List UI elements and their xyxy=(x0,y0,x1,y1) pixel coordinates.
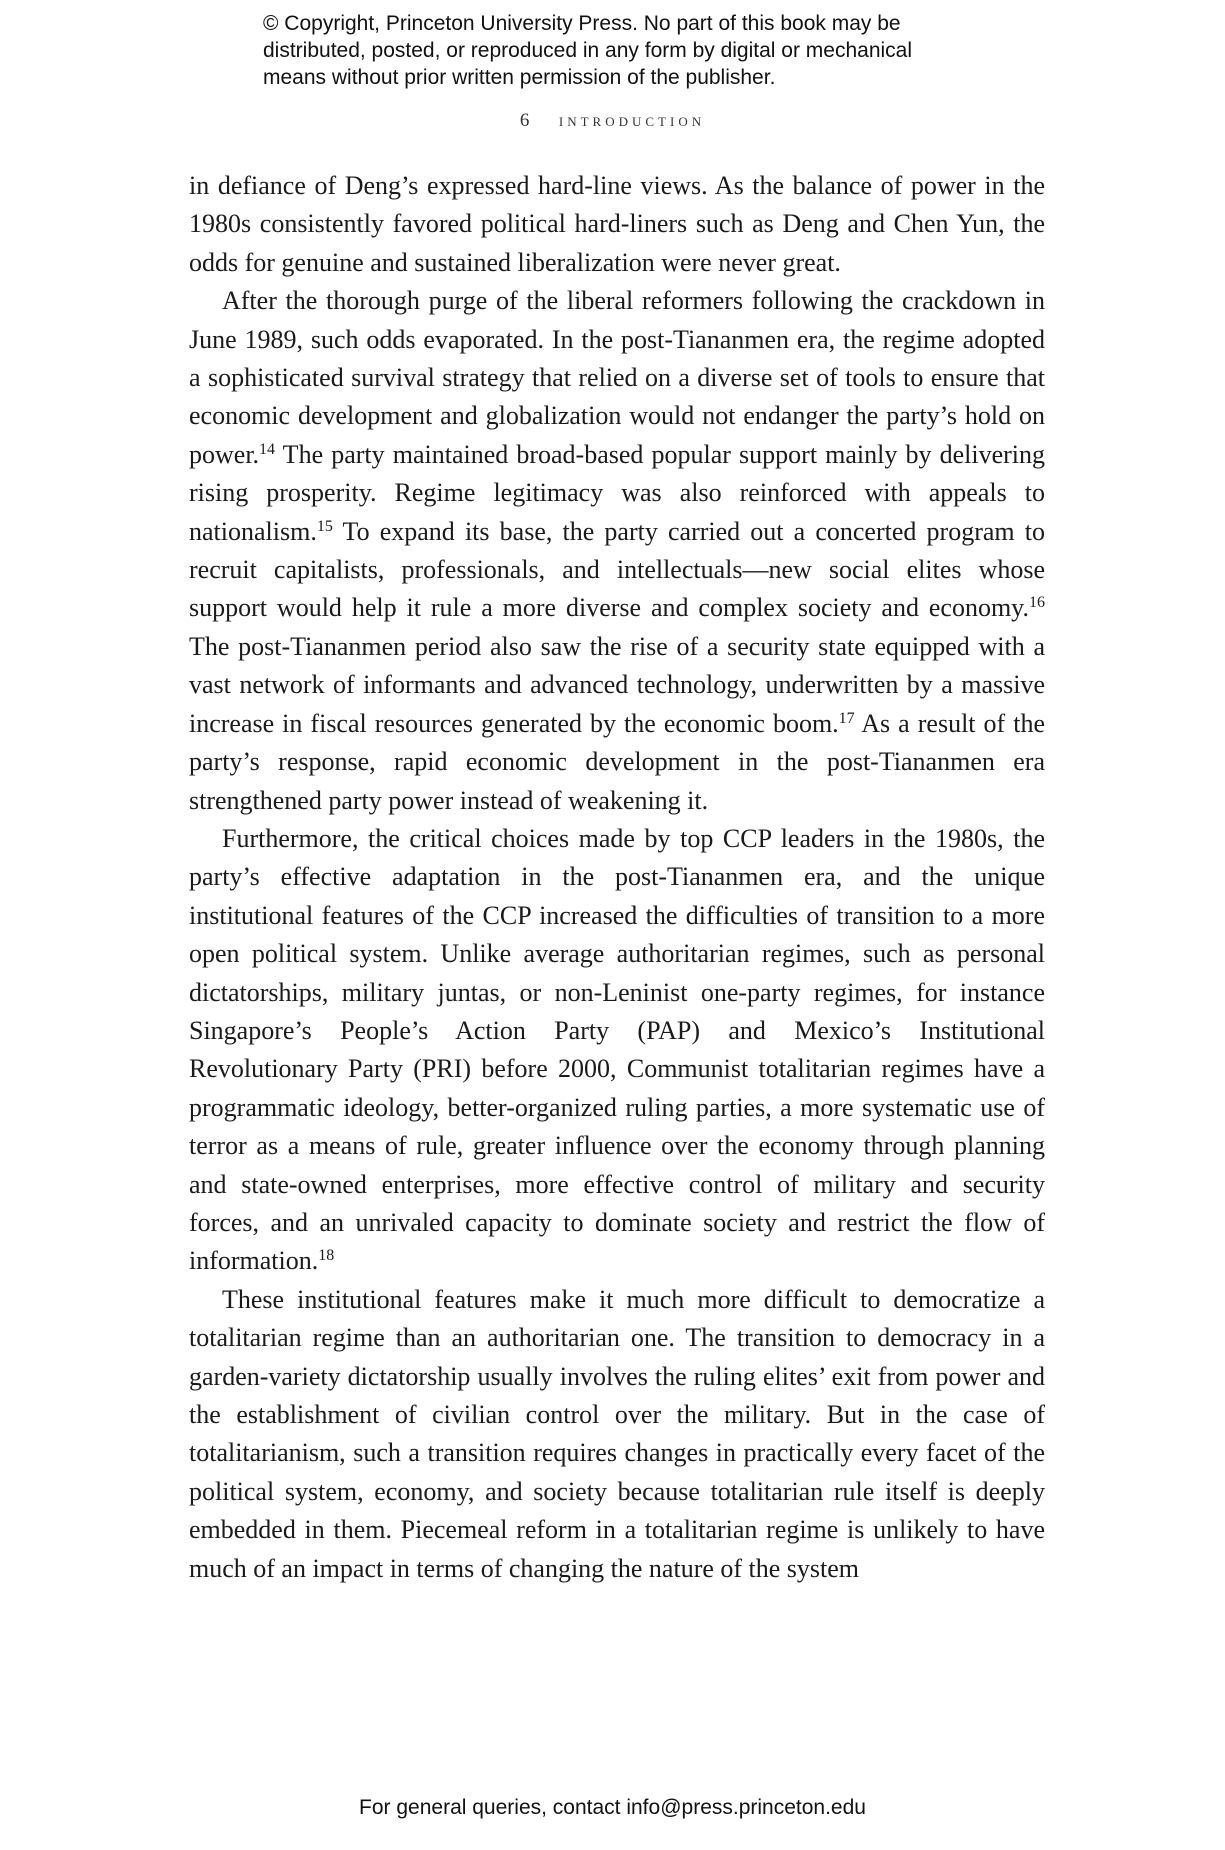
copyright-line-1: © Copyright, Princeton University Press. No part of this book may be xyxy=(263,12,901,35)
footnote-ref[interactable]: 18 xyxy=(318,1247,335,1265)
paragraph-text: The post-Tiananmen period also saw the rise of a security state equipped with a vast network of informants and advanced technology, underwritten by a massive increase in fiscal resources generated by the economic boom. xyxy=(189,631,1045,738)
paragraph xyxy=(189,820,1045,1281)
copyright-line-2: distributed, posted, or reproduced in any form by digital or mechanical xyxy=(263,39,913,62)
paragraph xyxy=(189,282,1045,820)
running-head xyxy=(0,110,1225,132)
paragraph-text: After the thorough purge of the liberal reformers following the crackdown in June 1989, such odds evaporated. In the post-Tiananmen era, the regime adopted a sophisticated survival strategy that relied on a diverse set of tools to ensure that economic development and globalization would not endanger the party’s hold on power. xyxy=(189,286,1045,469)
footnote-ref[interactable]: 16 xyxy=(1029,594,1045,612)
paragraph-text: To expand its base, the party carried out a concerted program to recruit capitalists, professionals, and intellectuals—new social elites whose support would help it rule a more diverse and complex society and economy. xyxy=(189,516,1045,623)
paragraph-text: These institutional features make it much more difficult to democratize a totalitarian regime than an authoritarian one. The transition to democracy in a garden-variety dictatorship usually involves the ruling elites’ exit from power and the establishment of civilian control over the military. But in the case of totalitarianism, such a transition requires changes in practically every facet of the political system, economy, and society because totalitarian rule itself is deeply embedded in them. Piecemeal reform in a totalitarian regime is unlikely to have much of an impact in terms of changing the nature of the system xyxy=(189,1284,1045,1583)
paragraph-text: The party maintained broad-based popular support mainly by delivering rising prosperity. Regime legitimacy was also reinforced with appeals to nationalism. xyxy=(189,439,1045,546)
footnote-ref[interactable]: 17 xyxy=(838,709,855,727)
footer-contact: For general queries, contact info@press.princeton.edu xyxy=(359,1796,866,1819)
paragraph xyxy=(189,167,1045,282)
copyright-line-3: means without prior written permission of the publisher. xyxy=(263,66,776,89)
body-text xyxy=(189,167,1045,1588)
paragraph-text: in defiance of Deng’s expressed hard-line views. As the balance of power in the 1980s consistently favored political hard-liners such as Deng and Chen Yun, the odds for genuine and sustained liberalization were never great. xyxy=(189,171,1045,277)
section-title: introduction xyxy=(558,110,706,131)
footnote-ref[interactable]: 15 xyxy=(316,517,333,535)
paragraph-text: As a result of the party’s response, rapid economic development in the post-Tiananmen era strengthened party power instead of weakening it. xyxy=(189,708,1045,815)
footnote-ref[interactable]: 14 xyxy=(259,440,276,458)
page-number: 6 xyxy=(519,110,533,131)
paragraph xyxy=(189,1281,1045,1588)
paragraph-text: Furthermore, the critical choices made by top CCP leaders in the 1980s, the party’s effective adaptation in the post-Tiananmen era, and the unique institutional features of the CCP increased the difficulties of transition to a more open political system. Unlike average authoritarian regimes, such as personal dictatorships, military juntas, or non-Leninist one-party regimes, for instance Singapore’s People’s Action Party (PAP) and Mexico’s Institutional Revolutionary Party (PRI) before 2000, Communist totalitarian regimes have a programmatic ideology, better-organized ruling parties, a more systematic use of terror as a means of rule, greater influence over the economy through planning and state-owned enterprises, more effective control of military and security forces, and an unrivaled capacity to dominate society and restrict the flow of information. xyxy=(189,823,1045,1276)
copyright-notice xyxy=(263,10,983,91)
